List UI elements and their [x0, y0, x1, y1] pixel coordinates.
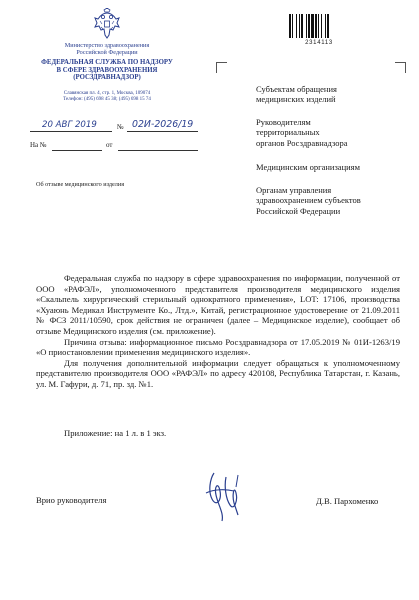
registration-number: 02И-2026/19: [132, 119, 194, 130]
reference-number-underline: [52, 150, 102, 151]
recipient-line: Медицинским организациям: [256, 162, 360, 172]
recipient-block-2: [256, 117, 396, 148]
emblem-icon: [94, 8, 120, 40]
agency-address: [20, 91, 194, 103]
barcode-bar: [325, 14, 326, 38]
barcode-bar: [301, 14, 303, 38]
barcode-bar: [306, 14, 307, 38]
number-label: №: [117, 123, 124, 131]
agency-line-2: В СФЕРЕ ЗДРАВООХРАНЕНИЯ: [56, 66, 158, 74]
reference-number-label: На №: [30, 141, 47, 149]
registration-date: 20 АВГ 2019: [42, 120, 97, 130]
corner-mark-top-right: [395, 62, 406, 73]
recipient-line: здравоохранением субъектов: [256, 195, 361, 206]
recipient-block-4: [256, 185, 396, 216]
recipient-block-1: [256, 84, 396, 105]
agency-name: [20, 59, 194, 82]
recipient-line: Руководителям: [256, 117, 311, 127]
recipient-line: территориальных: [256, 127, 320, 138]
reference-date-label: от: [106, 141, 113, 149]
barcode-bar: [292, 14, 293, 38]
agency-line-1: ФЕДЕРАЛЬНАЯ СЛУЖБА ПО НАДЗОРУ: [41, 59, 173, 66]
barcode-number: 2314113: [305, 40, 333, 46]
subject-line: Об отзыве медицинского изделия: [36, 181, 125, 188]
barcode-bar: [289, 14, 291, 38]
recipient-block-3: [256, 162, 396, 172]
recipient-line: Органам управления: [256, 185, 332, 195]
body-paragraph-2: Причина отзыва: информационное письмо Росздравнадзора от 17.05.2019 № 01И-1263/19 «О приостановлении применения медицинского изделия».: [36, 336, 400, 358]
letter-body: [36, 273, 400, 390]
recipient-line: медицинских изделий: [256, 94, 336, 105]
attachment-note: Приложение: на 1 л. в 1 экз.: [64, 428, 167, 438]
agency-line-3: (РОСЗДРАВНАДЗОР): [73, 74, 141, 82]
barcode-bar: [321, 14, 322, 38]
number-underline: [127, 131, 198, 132]
barcode-bar: [299, 14, 300, 38]
barcode-icon: [288, 14, 350, 38]
body-paragraph-1: Федеральная служба по надзору в сфере здравоохранения по информации, полученной от ООО «РАФЭЛ», уполномоченного представителя производителя медицинского изделия «Скальпель хирургический стерильный однократного применения», LOT: 17106, производства «Хуаюнь Медикал Инструменте Ко., Лтд.», Китай, регистрационное удостоверение от 21.09.2011 № ФСЗ 2011/10590, срок действия не ограничен (далее – Медицинское изделие), сообщает об отзыве Медицинского изделия (см. приложение).: [36, 273, 400, 336]
recipient-line: Субъектам обращения: [256, 84, 337, 94]
barcode-bar: [311, 14, 314, 38]
signer-name: Д.В. Пархоменко: [316, 496, 379, 506]
barcode-bar: [315, 14, 317, 38]
recipient-line: Российской Федерации: [256, 205, 341, 216]
ministry-line-1: Министерство здравоохранения: [64, 42, 150, 49]
ministry-line-2: Российской Федерации: [76, 49, 138, 56]
handwritten-signature: [200, 465, 248, 525]
recipient-line: органов Росздравнадзора: [256, 137, 348, 148]
address-line-1: Славянская пл. 4, стр. 1, Москва, 109074: [63, 91, 151, 96]
registration-line: [30, 120, 198, 134]
barcode-bar: [296, 14, 297, 38]
barcode-bar: [308, 14, 310, 38]
barcode-bar: [327, 14, 329, 38]
reference-line: [30, 139, 198, 153]
barcode-bar: [318, 14, 319, 38]
date-underline: [30, 131, 112, 132]
reference-date-underline: [118, 150, 198, 151]
ministry-name: [20, 42, 194, 56]
address-line-2: Телефон: (495) 698 45 38; (495) 698 15 74: [63, 97, 151, 103]
body-paragraph-3: Для получения дополнительной информации следует обращаться к уполномоченному представителю производителя ООО «РАФЭЛ» по адресу 420108, Республика Татарстан, г. Казань, ул. М. Гафури, д. 71, пр. зд. №1.: [36, 357, 400, 389]
signer-title: Врио руководителя: [36, 495, 107, 505]
corner-mark-top-left: [216, 62, 227, 73]
